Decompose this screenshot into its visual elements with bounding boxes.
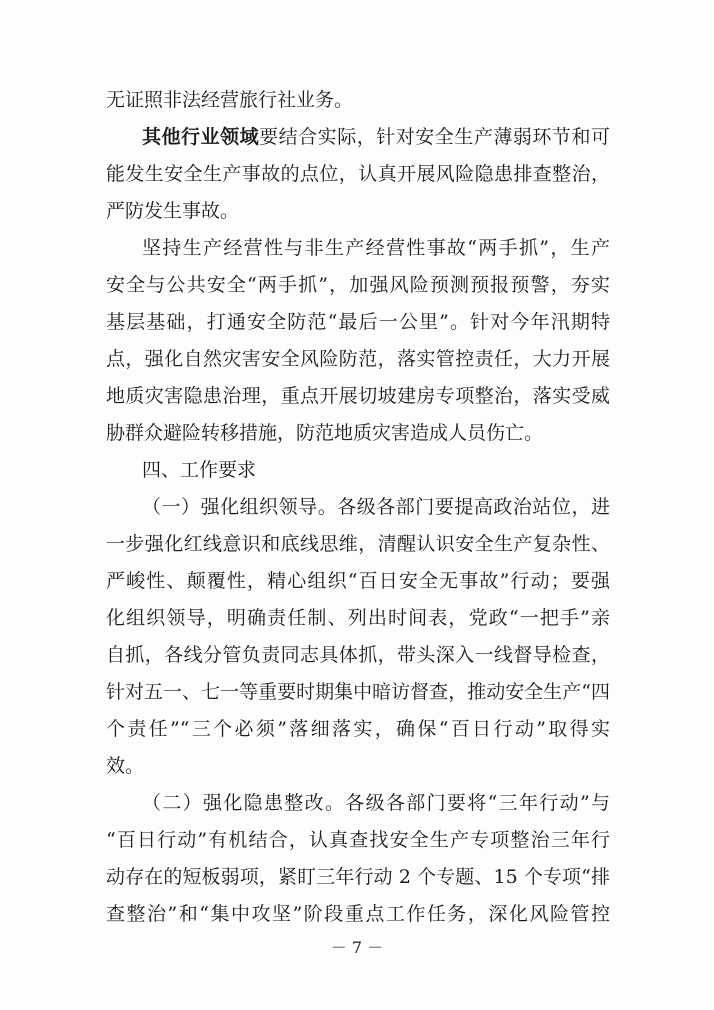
text-line: 效。: [106, 755, 145, 777]
text-line: “百日行动”有机结合，认真查找安全生产专项整治三年行: [106, 829, 610, 851]
text-line: 地质灾害隐患治理，重点开展切坡建房专项整治，落实受威: [106, 385, 610, 407]
text-line: 安全与公共安全“两手抓”，加强风险预测预报预警，夯实: [106, 274, 610, 296]
page-number: － 7 －: [330, 938, 384, 957]
text-line: 坚持生产经营性与非生产经营性事故“两手抓”，生产: [142, 237, 610, 259]
text-line: 自抓，各线分管负责同志具体抓，带头深入一线督导检查，: [106, 644, 610, 666]
text-line: 严防发生事故。: [106, 200, 240, 222]
text-line: 点，强化自然灾害安全风险防范，落实管控责任，大力开展: [106, 348, 610, 370]
text-line: 胁群众避险转移措施，防范地质灾害造成人员伤亡。: [106, 422, 544, 444]
text-line: 无证照非法经营旅行社业务。: [106, 89, 354, 111]
text-line: 针对五一、七一等重要时期集中暗访督查，推动安全生产“四: [106, 681, 610, 703]
text-line: 查整治”和“集中攻坚”阶段重点工作任务，深化风险管控: [106, 903, 610, 925]
text-line: 能发生安全生产事故的点位，认真开展风险隐患排查整治，: [106, 163, 610, 185]
text-line: 动存在的短板弱项，紧盯三年行动 2 个专题、15 个专项“排: [106, 866, 610, 888]
text-line: 个责任”“三个必须”落细落实，确保“百日行动”取得实: [106, 718, 610, 740]
text-line: （一）强化组织领导。各级各部门要提高政治站位，进: [142, 496, 610, 518]
text-line: 一步强化红线意识和底线思维，清醒认识安全生产复杂性、: [106, 533, 610, 555]
section-heading: 四、工作要求: [142, 459, 257, 481]
text-line: 严峻性、颠覆性，精心组织“百日安全无事故”行动；要强: [106, 570, 610, 592]
text-line: （二）强化隐患整改。各级各部门要将“三年行动”与: [142, 792, 610, 814]
text-line: 化组织领导，明确责任制、列出时间表，党政“一把手”亲: [106, 607, 610, 629]
bold-lead: 其他行业领域: [142, 126, 260, 148]
text-line: 基层基础，打通安全防范“最后一公里”。针对今年汛期特: [106, 311, 610, 333]
text-line: 其他行业领域要结合实际，针对安全生产薄弱环节和可: [142, 126, 610, 148]
